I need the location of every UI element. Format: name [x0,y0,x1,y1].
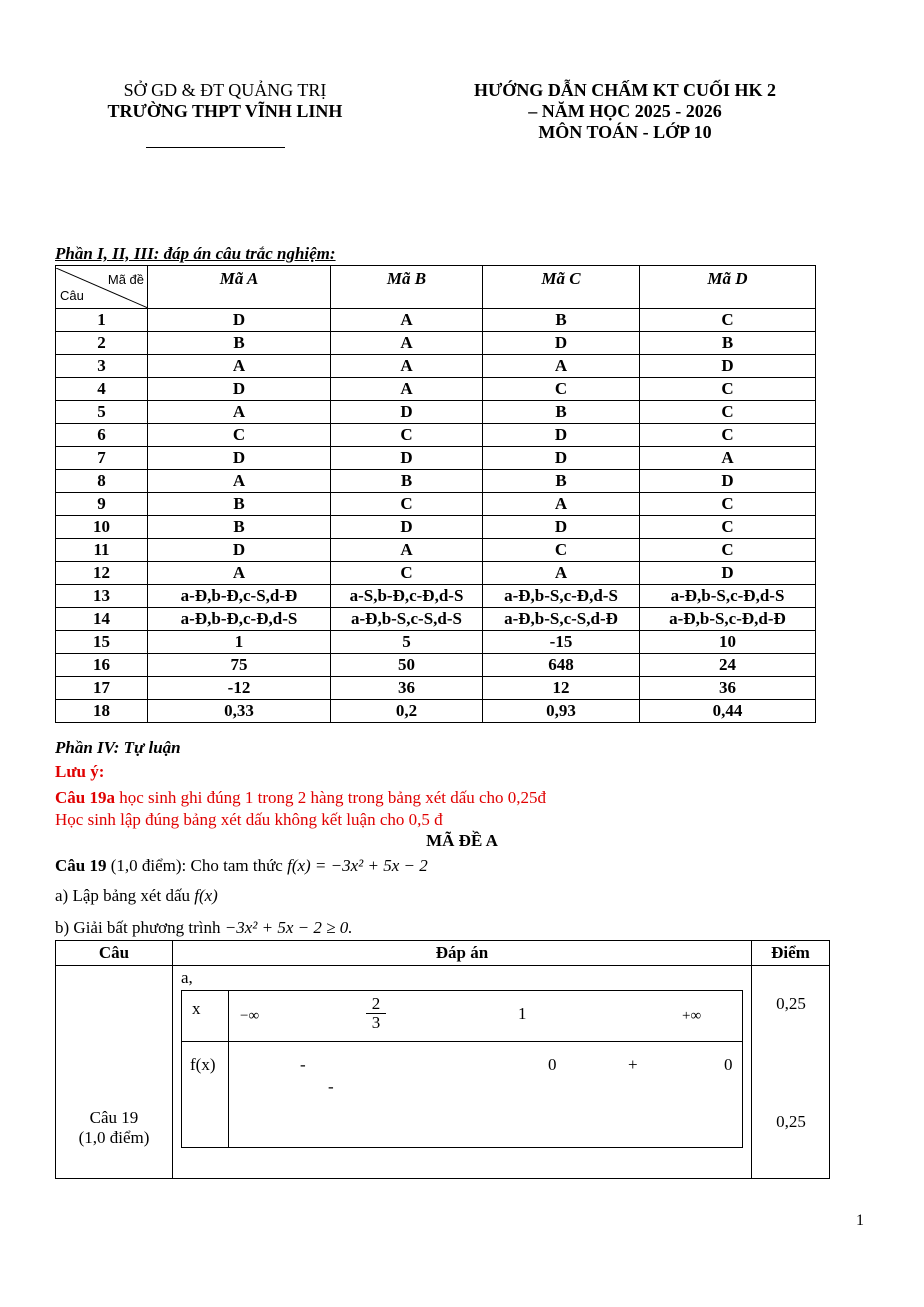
question-statement [55,856,428,876]
table-row [56,378,816,401]
row-label-x: x [192,999,201,1018]
answer-cell: D [640,470,816,493]
answer-cell: D [483,447,640,470]
part-b [55,918,352,938]
answer-cell: D [148,447,331,470]
sign-negative-left: - [300,1055,306,1074]
answer-cell: D [483,516,640,539]
corner-label-cau: Câu [60,288,84,303]
column-header: Mã C [483,266,640,309]
answer-table-header [56,266,816,309]
answer-cell: 24 [640,654,816,677]
question-number-cell: 15 [56,631,148,654]
question-number-cell: 12 [56,562,148,585]
answer-cell: 0,33 [148,700,331,723]
question-formula: f(x) = −3x² + 5x − 2 [287,856,428,875]
table-row [56,493,816,516]
question-number-cell: 13 [56,585,148,608]
answer-cell: D [331,401,483,424]
zero-at-two-thirds: 0 [548,1055,557,1074]
answer-cell: a-Đ,b-Đ,c-S,d-Đ [148,585,331,608]
answer-cell: B [483,309,640,332]
header-cau: Câu [56,941,173,966]
answer-cell: B [148,493,331,516]
table-row [56,309,816,332]
answer-cell: 36 [640,677,816,700]
answer-cell: D [148,539,331,562]
answer-cell: A [483,562,640,585]
question-intro: (1,0 điểm): Cho tam thức [106,856,288,875]
diem-cell [752,966,830,1179]
answer-cell: D [483,332,640,355]
table-row [56,447,816,470]
note-question-ref: Câu 19a [55,788,115,807]
answer-cell: D [331,516,483,539]
table-row [56,700,816,723]
question-number-cell: 10 [56,516,148,539]
answer-cell: a-Đ,b-S,c-S,d-S [331,608,483,631]
answer-cell: D [331,447,483,470]
root-one: 1 [518,1004,527,1023]
table-row [56,608,816,631]
sign-table-vdivider [228,991,229,1147]
grading-row-19 [56,966,830,1179]
sign-table-hdivider [182,1041,742,1042]
answer-cell: 648 [483,654,640,677]
answer-cell: 1 [148,631,331,654]
page-number: 1 [856,1212,864,1229]
table-row [56,539,816,562]
section1-title: Phần I, II, III: đáp án câu trắc nghiệm: [55,244,336,263]
answer-cell: C [483,539,640,562]
answer-cell: -15 [483,631,640,654]
school-year: – NĂM HỌC 2025 - 2026 [528,101,722,121]
part-a-label: a, [181,968,193,987]
answer-cell: C [148,424,331,447]
question-label: Câu 19 [55,856,107,875]
question-number-cell: 1 [56,309,148,332]
fraction-numerator: 2 [371,994,381,1013]
fraction-two-thirds [366,995,386,1032]
table-row [56,424,816,447]
question-number-cell: 11 [56,539,148,562]
answer-cell: A [148,401,331,424]
answer-cell: C [640,309,816,332]
answer-cell: D [640,562,816,585]
exam-code: MÃ ĐỀ A [426,831,498,850]
answer-cell: B [483,470,640,493]
column-header: Mã B [331,266,483,309]
question-number-cell: 9 [56,493,148,516]
table-row [56,516,816,539]
column-header: Mã D [640,266,816,309]
subject: MÔN TOÁN - LỚP 10 [538,122,712,142]
cau-label: Câu 19 [89,1108,139,1127]
score-2: 0,25 [776,1112,806,1131]
table-row [56,470,816,493]
dap-an-cell [173,966,752,1179]
table-row [56,677,816,700]
answer-cell: A [331,309,483,332]
answer-cell: a-Đ,b-S,c-Đ,d-S [640,585,816,608]
answer-cell: B [148,516,331,539]
question-number-cell: 14 [56,608,148,631]
question-number-cell: 8 [56,470,148,493]
note-line-1-text: học sinh ghi đúng 1 trong 2 hàng trong bảng xét dấu cho 0,25đ [114,788,547,807]
answer-cell: C [331,562,483,585]
pos-infinity: +∞ [682,1008,702,1024]
part-b-text: b) Giải bất phương trình [55,918,225,937]
answer-cell: 36 [331,677,483,700]
answer-cell: B [640,332,816,355]
answer-cell: a-Đ,b-S,c-S,d-Đ [483,608,640,631]
answer-cell: C [483,378,640,401]
table-row [56,654,816,677]
department-name: SỞ GD & ĐT QUẢNG TRỊ [123,80,327,100]
question-number-cell: 6 [56,424,148,447]
score-1: 0,25 [776,994,806,1013]
answer-cell: A [483,355,640,378]
answer-cell: a-Đ,b-S,c-Đ,d-S [483,585,640,608]
answer-cell: C [331,493,483,516]
table-row [56,631,816,654]
question-number-cell: 18 [56,700,148,723]
neg-infinity: −∞ [240,1008,260,1024]
answer-cell: 75 [148,654,331,677]
answer-cell: C [640,378,816,401]
part-a [55,886,218,906]
doc-title: HƯỚNG DẪN CHẤM KT CUỐI HK 2 [473,80,776,100]
answer-cell: A [148,355,331,378]
question-number-cell: 17 [56,677,148,700]
fraction-denominator: 3 [366,1013,386,1032]
column-header: Mã A [148,266,331,309]
corner-label-ma-de: Mã đề [107,272,144,287]
answer-cell: C [640,493,816,516]
sign-positive: + [628,1055,638,1074]
table-row [56,585,816,608]
answer-cell: a-Đ,b-S,c-Đ,d-Đ [640,608,816,631]
cau-cell [56,966,173,1179]
question-number-cell: 7 [56,447,148,470]
header-right [420,80,830,143]
answer-cell: A [640,447,816,470]
corner-cell [56,266,148,309]
zero-at-one: 0 [724,1055,733,1074]
answer-cell: D [148,378,331,401]
question-number-cell: 4 [56,378,148,401]
answer-cell: A [331,378,483,401]
question-number-cell: 16 [56,654,148,677]
answer-cell: D [640,355,816,378]
cau-points: (1,0 điểm) [78,1128,150,1147]
part-b-formula: −3x² + 5x − 2 ≥ 0. [224,918,353,937]
answer-table [55,265,816,723]
question-number-cell: 5 [56,401,148,424]
answer-cell: A [331,332,483,355]
answer-cell: 10 [640,631,816,654]
grading-header-row [56,941,830,966]
grading-table [55,940,830,1179]
header-left [60,80,390,122]
note-label: Lưu ý: [55,762,105,781]
answer-cell: A [483,493,640,516]
answer-cell: C [640,401,816,424]
answer-cell: B [148,332,331,355]
sign-table [181,990,743,1148]
answer-cell: D [483,424,640,447]
header-diem: Điểm [752,941,830,966]
table-row [56,401,816,424]
question-number-cell: 2 [56,332,148,355]
answer-table-body [56,309,816,723]
header-underline [146,147,285,148]
answer-cell: -12 [148,677,331,700]
table-row [56,562,816,585]
answer-cell: 0,2 [331,700,483,723]
note-line-2: Học sinh lập đúng bảng xét dấu không kết luận cho 0,5 đ [55,810,443,829]
answer-cell: C [640,516,816,539]
answer-cell: a-Đ,b-Đ,c-Đ,d-S [148,608,331,631]
answer-cell: 12 [483,677,640,700]
answer-cell: A [148,470,331,493]
table-row [56,355,816,378]
part-a-formula: f(x) [194,886,218,905]
answer-cell: 50 [331,654,483,677]
answer-cell: 0,93 [483,700,640,723]
school-name: TRƯỜNG THPT VĨNH LINH [107,101,343,121]
part-a-text: a) Lập bảng xét dấu [55,886,195,905]
header-dap-an: Đáp án [173,941,752,966]
answer-cell: A [331,355,483,378]
answer-cell: C [331,424,483,447]
answer-cell: 5 [331,631,483,654]
answer-cell: 0,44 [640,700,816,723]
answer-cell: A [331,539,483,562]
question-number-cell: 3 [56,355,148,378]
note-line-1 [55,788,546,808]
sign-negative-right: - [328,1077,334,1096]
answer-cell: B [331,470,483,493]
answer-cell: B [483,401,640,424]
section4-title: Phần IV: Tự luận [55,738,181,757]
answer-cell: C [640,539,816,562]
answer-cell: D [148,309,331,332]
row-label-fx: f(x) [190,1055,216,1074]
answer-cell: A [148,562,331,585]
answer-cell: a-S,b-Đ,c-Đ,d-S [331,585,483,608]
table-row [56,332,816,355]
answer-cell: C [640,424,816,447]
